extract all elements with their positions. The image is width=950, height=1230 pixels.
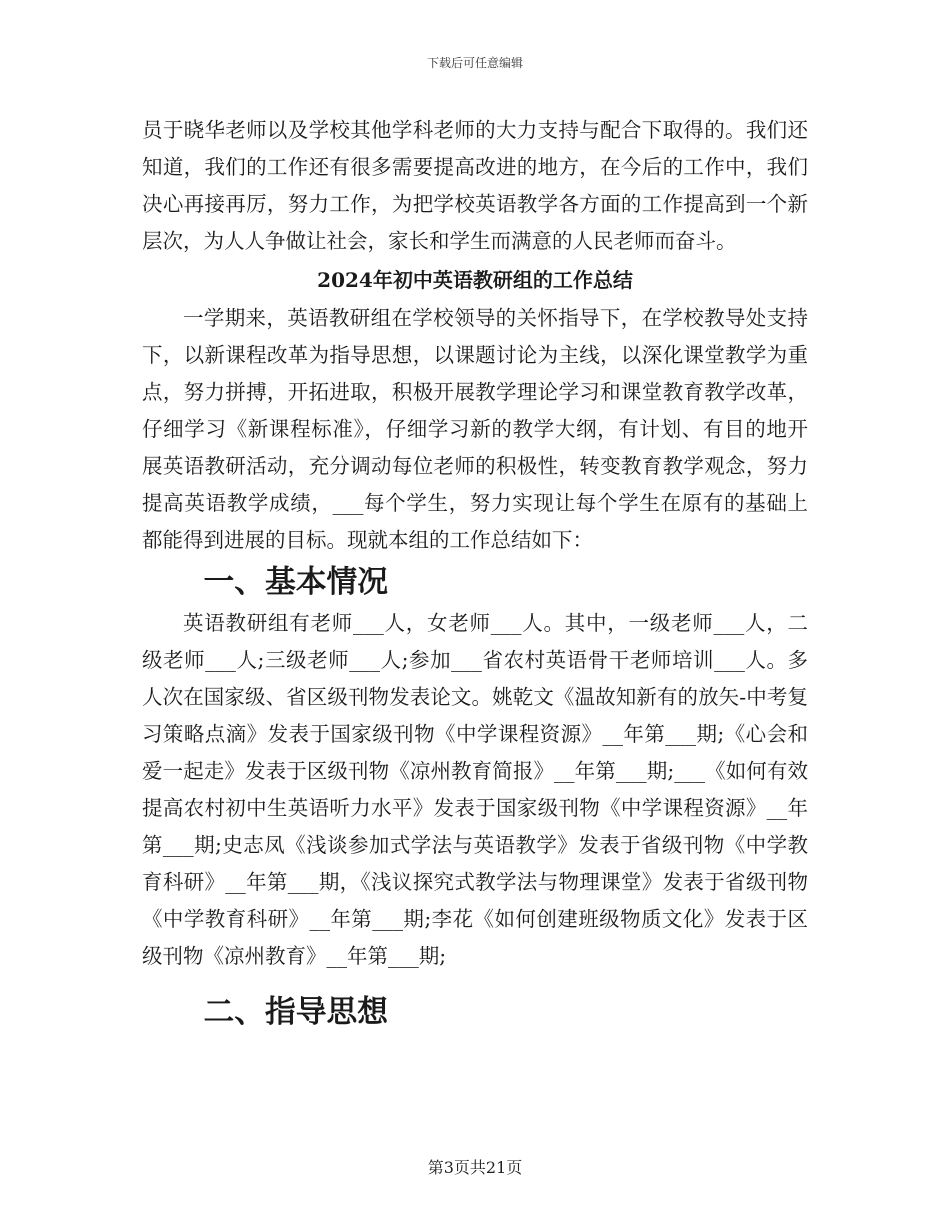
section-heading-guiding-ideology: 二、指导思想	[203, 994, 389, 1030]
document-title: 2024年初中英语教研组的工作总结	[317, 268, 633, 292]
page-number: 第3页共21页	[427, 1158, 523, 1177]
section-heading-basic-info: 一、基本情况	[203, 564, 389, 600]
page-header-note: 下载后可任意编辑	[426, 56, 523, 70]
intro-paragraph: 员于晓华老师以及学校其他学科老师的大力支持与配合下取得的。我们还知道，我们的工作还有很多需要提高改进的地方，在今后的工作中，我们决心再接再厉，努力工作，为把学校英语教学各方面的工作提高到一个新层次，为人人争做让社会，家长和学生而满意的人民老师而奋斗。	[142, 118, 808, 253]
paragraph-basic-info: 英语教研组有老师___人，女老师___人。其中，一级老师___人，二级老师___人;三级老师___人;参加___省农村英语骨干老师培训___人。多人次在国家级、省区级刊物发表论文。姚乾文《温故知新有的放矢-中考复习策略点滴》发表于国家级刊物《中学课程资源》__年第___期;《心会和爱一起走》发表于区级刊物《凉州教育简报》__年第___期;___《如何有效提高农村初中生英语听力水平》发表于国家级刊物《中学课程资源》__年第___期;史志凤《浅谈参加式学法与英语教学》发表于省级刊物《中学教育科研》__年第___期，《浅议探究式教学法与物理课堂》发表于省级刊物《中学教育科研》__年第___期;李花《如何创建班级物质文化》发表于区级刊物《凉州教育》__年第___期;	[142, 611, 808, 968]
paragraph-overview: 一学期来，英语教研组在学校领导的关怀指导下，在学校教导处支持下，以新课程改革为指导思想，以课题讨论为主线，以深化课堂教学为重点，努力拼搏，开拓进取，积极开展教学理论学习和课堂教育教学改革，仔细学习《新课程标准》，仔细学习新的教学大纲，有计划、有目的地开展英语教研活动，充分调动每位老师的积极性，转变教育教学观念，努力提高英语教学成绩，___每个学生，努力实现让每个学生在原有的基础上都能得到进展的目标。现就本组的工作总结如下：	[142, 306, 808, 552]
document-body	[142, 112, 808, 1035]
